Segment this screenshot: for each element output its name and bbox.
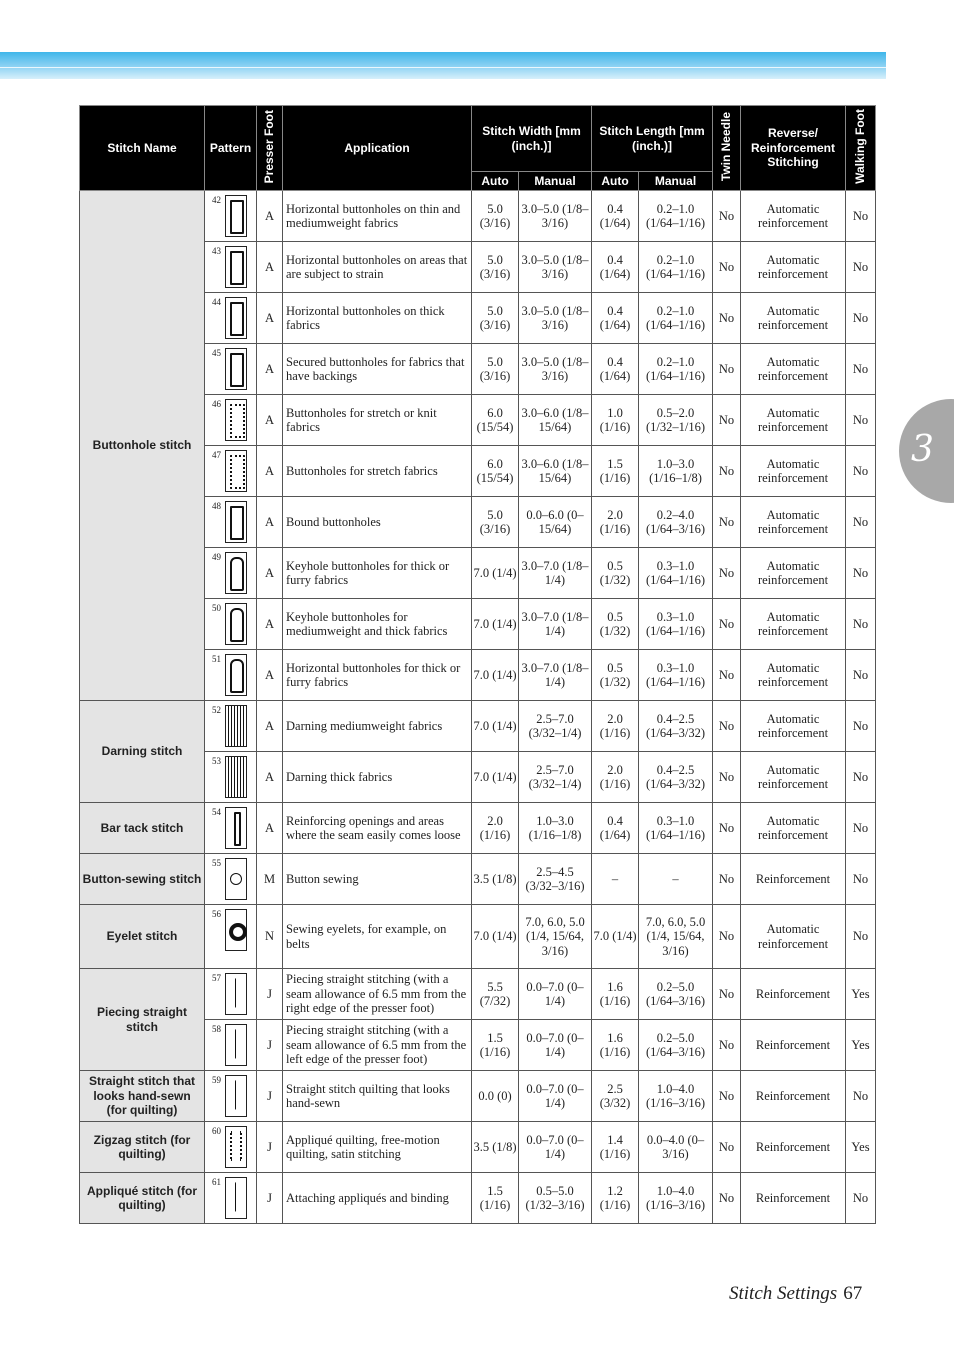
table-row [80, 1173, 876, 1224]
twin-needle-cell: No [713, 446, 741, 497]
stitch-name-cell: Button-sewing stitch [80, 854, 205, 905]
pattern-number: 44 [212, 297, 221, 307]
twin-needle-cell: No [713, 548, 741, 599]
length-auto-cell: 0.4 (1/64) [592, 293, 639, 344]
length-manual-cell: – [639, 854, 713, 905]
pattern-cell [205, 1071, 257, 1122]
length-manual-cell: 1.0–4.0 (1/16–3/16) [639, 1071, 713, 1122]
application-cell: Reinforcing openings and areas where the seam easily comes loose [283, 803, 472, 854]
width-manual-cell: 3.0–5.0 (1/8–3/16) [519, 344, 592, 395]
length-manual-cell: 0.2–1.0 (1/64–1/16) [639, 344, 713, 395]
application-cell: Piecing straight stitching (with a seam allowance of 6.5 mm from the right edge of the presser foot) [283, 969, 472, 1020]
width-auto-cell: 5.0 (3/16) [472, 293, 519, 344]
width-manual-cell: 3.0–5.0 (1/8–3/16) [519, 242, 592, 293]
length-auto-cell: 0.5 (1/32) [592, 650, 639, 701]
twin-needle-cell: No [713, 191, 741, 242]
presser-foot-cell: A [257, 395, 283, 446]
presser-foot-cell: J [257, 969, 283, 1020]
application-cell: Straight stitch quilting that looks hand-sewn [283, 1071, 472, 1122]
stitch-name-cell: Appliqué stitch (for quilting) [80, 1173, 205, 1224]
width-auto-cell: 7.0 (1/4) [472, 752, 519, 803]
length-manual-cell: 0.3–1.0 (1/64–1/16) [639, 803, 713, 854]
buttonhole-stitch-icon [225, 195, 247, 237]
length-auto-cell: 2.0 (1/16) [592, 497, 639, 548]
col-stitch-name: Stitch Name [80, 106, 205, 191]
reverse-cell: Reinforcement [741, 1071, 846, 1122]
application-cell: Horizontal buttonholes on areas that are subject to strain [283, 242, 472, 293]
line-stitch-icon [225, 1024, 247, 1066]
table-row [80, 803, 876, 854]
twin-needle-cell: No [713, 1020, 741, 1071]
length-manual-cell: 1.0–4.0 (1/16–3/16) [639, 1173, 713, 1224]
reverse-cell: Automatic reinforcement [741, 446, 846, 497]
length-manual-cell: 0.2–5.0 (1/64–3/16) [639, 969, 713, 1020]
application-cell: Buttonholes for stretch or knit fabrics [283, 395, 472, 446]
pattern-cell [205, 395, 257, 446]
col-twin-needle: Twin Needle [713, 106, 741, 191]
width-auto-cell: 1.5 (1/16) [472, 1020, 519, 1071]
reverse-cell: Automatic reinforcement [741, 293, 846, 344]
table-row [80, 701, 876, 752]
presser-foot-cell: A [257, 191, 283, 242]
walking-foot-cell: No [846, 191, 876, 242]
twin-needle-cell: No [713, 752, 741, 803]
length-manual-cell: 0.4–2.5 (1/64–3/32) [639, 701, 713, 752]
width-auto-cell: 5.5 (7/32) [472, 969, 519, 1020]
width-manual-cell: 2.5–7.0 (3/32–1/4) [519, 752, 592, 803]
presser-foot-cell: N [257, 905, 283, 969]
walking-foot-cell: No [846, 344, 876, 395]
walking-foot-cell: No [846, 650, 876, 701]
length-auto-cell: 1.6 (1/16) [592, 1020, 639, 1071]
pattern-number: 47 [212, 450, 221, 460]
application-cell: Sewing eyelets, for example, on belts [283, 905, 472, 969]
walking-foot-cell: No [846, 854, 876, 905]
pattern-cell [205, 446, 257, 497]
dense-stitch-icon [225, 399, 247, 441]
reverse-cell: Automatic reinforcement [741, 344, 846, 395]
col-stitch-length: Stitch Length [mm (inch.)] [592, 106, 713, 172]
width-auto-cell: 5.0 (3/16) [472, 497, 519, 548]
twin-needle-cell: No [713, 854, 741, 905]
pattern-cell [205, 293, 257, 344]
width-manual-cell: 3.0–5.0 (1/8–3/16) [519, 293, 592, 344]
length-auto-cell: 0.4 (1/64) [592, 242, 639, 293]
walking-foot-cell: No [846, 803, 876, 854]
stitch-name-cell: Zigzag stitch (for quilting) [80, 1122, 205, 1173]
application-cell: Darning thick fabrics [283, 752, 472, 803]
width-auto-cell: 3.5 (1/8) [472, 1122, 519, 1173]
pattern-number: 45 [212, 348, 221, 358]
presser-foot-cell: A [257, 497, 283, 548]
reverse-cell: Automatic reinforcement [741, 905, 846, 969]
application-cell: Darning mediumweight fabrics [283, 701, 472, 752]
length-auto-cell: 7.0 (1/4) [592, 905, 639, 969]
eye-stitch-icon [225, 909, 247, 951]
width-auto-cell: 3.5 (1/8) [472, 854, 519, 905]
pattern-number: 42 [212, 195, 221, 205]
presser-foot-cell: M [257, 854, 283, 905]
pattern-number: 55 [212, 858, 221, 868]
chapter-number: 3 [911, 429, 934, 470]
length-auto-cell: 1.4 (1/16) [592, 1122, 639, 1173]
bar-stitch-icon [225, 807, 247, 849]
table-body [80, 191, 876, 1224]
presser-foot-cell: A [257, 446, 283, 497]
zig-stitch-icon [225, 1126, 247, 1168]
buttonhole-stitch-icon [225, 501, 247, 543]
stitch-name-cell: Bar tack stitch [80, 803, 205, 854]
buttonhole-stitch-icon [225, 297, 247, 339]
table-row [80, 969, 876, 1020]
reverse-cell: Automatic reinforcement [741, 242, 846, 293]
width-manual-cell: 2.5–7.0 (3/32–1/4) [519, 701, 592, 752]
pattern-cell [205, 497, 257, 548]
width-manual-cell: 0.0–7.0 (0–1/4) [519, 1020, 592, 1071]
length-auto-cell: 0.4 (1/64) [592, 803, 639, 854]
length-manual-cell: 0.2–5.0 (1/64–3/16) [639, 1020, 713, 1071]
length-auto-cell: 1.2 (1/16) [592, 1173, 639, 1224]
width-auto-cell: 7.0 (1/4) [472, 548, 519, 599]
length-manual-cell: 0.5–2.0 (1/32–1/16) [639, 395, 713, 446]
width-auto-cell: 0.0 (0) [472, 1071, 519, 1122]
presser-foot-cell: A [257, 242, 283, 293]
presser-foot-cell: J [257, 1122, 283, 1173]
pattern-cell [205, 242, 257, 293]
walking-foot-cell: No [846, 752, 876, 803]
footer-section-title: Stitch Settings [729, 1283, 838, 1304]
application-cell: Appliqué quilting, free-motion quilting, satin stitching [283, 1122, 472, 1173]
length-auto-cell: 0.5 (1/32) [592, 599, 639, 650]
width-auto-cell: 5.0 (3/16) [472, 242, 519, 293]
application-cell: Secured buttonholes for fabrics that have backings [283, 344, 472, 395]
reverse-cell: Reinforcement [741, 1020, 846, 1071]
pattern-number: 57 [212, 973, 221, 983]
presser-foot-cell: A [257, 599, 283, 650]
reverse-cell: Automatic reinforcement [741, 752, 846, 803]
width-auto-cell: 7.0 (1/4) [472, 905, 519, 969]
twin-needle-cell: No [713, 701, 741, 752]
col-width-manual: Manual [519, 172, 592, 191]
darn-stitch-icon [225, 756, 247, 798]
key-stitch-icon [225, 603, 247, 645]
twin-needle-cell: No [713, 242, 741, 293]
application-cell: Bound buttonholes [283, 497, 472, 548]
width-auto-cell: 7.0 (1/4) [472, 599, 519, 650]
walking-foot-cell: No [846, 599, 876, 650]
walking-foot-cell: No [846, 497, 876, 548]
pattern-number: 50 [212, 603, 221, 613]
twin-needle-cell: No [713, 1173, 741, 1224]
width-auto-cell: 5.0 (3/16) [472, 191, 519, 242]
walking-foot-cell: No [846, 293, 876, 344]
key-stitch-icon [225, 552, 247, 594]
application-cell: Horizontal buttonholes on thin and mediumweight fabrics [283, 191, 472, 242]
pattern-cell [205, 803, 257, 854]
pattern-cell [205, 854, 257, 905]
walking-foot-cell: No [846, 242, 876, 293]
reverse-cell: Reinforcement [741, 969, 846, 1020]
reverse-cell: Reinforcement [741, 1173, 846, 1224]
col-application: Application [283, 106, 472, 191]
width-manual-cell: 3.0–5.0 (1/8–3/16) [519, 191, 592, 242]
page-number: 67 [843, 1283, 863, 1304]
dense-stitch-icon [225, 450, 247, 492]
line-stitch-icon [225, 973, 247, 1015]
width-auto-cell: 7.0 (1/4) [472, 650, 519, 701]
reverse-cell: Automatic reinforcement [741, 650, 846, 701]
application-cell: Keyhole buttonholes for mediumweight and thick fabrics [283, 599, 472, 650]
length-auto-cell: 2.5 (3/32) [592, 1071, 639, 1122]
length-manual-cell: 0.2–4.0 (1/64–3/16) [639, 497, 713, 548]
pattern-cell [205, 1122, 257, 1173]
buttonhole-stitch-icon [225, 246, 247, 288]
page-footer [729, 1283, 862, 1305]
width-manual-cell: 3.0–7.0 (1/8–1/4) [519, 650, 592, 701]
length-manual-cell: 0.4–2.5 (1/64–3/32) [639, 752, 713, 803]
reverse-cell: Reinforcement [741, 1122, 846, 1173]
stitch-name-cell: Straight stitch that looks hand-sewn (for quilting) [80, 1071, 205, 1122]
pattern-number: 43 [212, 246, 221, 256]
twin-needle-cell: No [713, 599, 741, 650]
pattern-cell [205, 650, 257, 701]
width-auto-cell: 1.5 (1/16) [472, 1173, 519, 1224]
reverse-cell: Automatic reinforcement [741, 803, 846, 854]
length-auto-cell: 1.6 (1/16) [592, 969, 639, 1020]
width-manual-cell: 2.5–4.5 (3/32–3/16) [519, 854, 592, 905]
length-manual-cell: 0.3–1.0 (1/64–1/16) [639, 599, 713, 650]
pattern-number: 58 [212, 1024, 221, 1034]
table-row [80, 191, 876, 242]
application-cell: Button sewing [283, 854, 472, 905]
reverse-cell: Automatic reinforcement [741, 701, 846, 752]
pattern-number: 53 [212, 756, 221, 766]
pattern-number: 56 [212, 909, 221, 919]
pattern-number: 54 [212, 807, 221, 817]
length-manual-cell: 0.0–4.0 (0–3/16) [639, 1122, 713, 1173]
length-auto-cell: – [592, 854, 639, 905]
presser-foot-cell: A [257, 803, 283, 854]
stitch-name-cell: Piecing straight stitch [80, 969, 205, 1071]
length-manual-cell: 0.2–1.0 (1/64–1/16) [639, 191, 713, 242]
pattern-cell [205, 905, 257, 969]
application-cell: Horizontal buttonholes for thick or furry fabrics [283, 650, 472, 701]
application-cell: Keyhole buttonholes for thick or furry fabrics [283, 548, 472, 599]
walking-foot-cell: No [846, 1071, 876, 1122]
pattern-number: 61 [212, 1177, 221, 1187]
walking-foot-cell: No [846, 701, 876, 752]
pattern-cell [205, 191, 257, 242]
twin-needle-cell: No [713, 650, 741, 701]
pattern-cell [205, 599, 257, 650]
presser-foot-cell: J [257, 1173, 283, 1224]
chapter-tab [899, 399, 954, 503]
length-auto-cell: 1.0 (1/16) [592, 395, 639, 446]
width-auto-cell: 7.0 (1/4) [472, 701, 519, 752]
length-manual-cell: 0.2–1.0 (1/64–1/16) [639, 293, 713, 344]
length-auto-cell: 0.5 (1/32) [592, 548, 639, 599]
width-manual-cell: 1.0–3.0 (1/16–1/8) [519, 803, 592, 854]
presser-foot-cell: A [257, 293, 283, 344]
col-reverse: Reverse/ Reinforcement Stitching [741, 106, 846, 191]
pattern-cell [205, 1020, 257, 1071]
col-length-manual: Manual [639, 172, 713, 191]
length-auto-cell: 2.0 (1/16) [592, 752, 639, 803]
col-presser-foot: Presser Foot [257, 106, 283, 191]
width-manual-cell: 3.0–6.0 (1/8–15/64) [519, 446, 592, 497]
width-auto-cell: 6.0 (15/54) [472, 446, 519, 497]
presser-foot-cell: A [257, 548, 283, 599]
header-color-bar [0, 52, 886, 79]
presser-foot-cell: J [257, 1020, 283, 1071]
col-walking-foot: Walking Foot [846, 106, 876, 191]
twin-needle-cell: No [713, 497, 741, 548]
walking-foot-cell: No [846, 548, 876, 599]
walking-foot-cell: No [846, 446, 876, 497]
length-manual-cell: 0.2–1.0 (1/64–1/16) [639, 242, 713, 293]
width-auto-cell: 2.0 (1/16) [472, 803, 519, 854]
pattern-number: 60 [212, 1126, 221, 1136]
reverse-cell: Automatic reinforcement [741, 548, 846, 599]
twin-needle-cell: No [713, 395, 741, 446]
reverse-cell: Automatic reinforcement [741, 191, 846, 242]
application-cell: Buttonholes for stretch fabrics [283, 446, 472, 497]
width-manual-cell: 0.0–6.0 (0–15/64) [519, 497, 592, 548]
table-row [80, 854, 876, 905]
width-manual-cell: 3.0–6.0 (1/8–15/64) [519, 395, 592, 446]
col-width-auto: Auto [472, 172, 519, 191]
presser-foot-cell: A [257, 701, 283, 752]
key-stitch-icon [225, 654, 247, 696]
twin-needle-cell: No [713, 344, 741, 395]
col-length-auto: Auto [592, 172, 639, 191]
stitch-name-cell: Eyelet stitch [80, 905, 205, 969]
pattern-number: 48 [212, 501, 221, 511]
twin-needle-cell: No [713, 969, 741, 1020]
application-cell: Horizontal buttonholes on thick fabrics [283, 293, 472, 344]
reverse-cell: Automatic reinforcement [741, 497, 846, 548]
pattern-number: 46 [212, 399, 221, 409]
application-cell: Attaching appliqués and binding [283, 1173, 472, 1224]
length-manual-cell: 0.3–1.0 (1/64–1/16) [639, 650, 713, 701]
col-pattern: Pattern [205, 106, 257, 191]
reverse-cell: Automatic reinforcement [741, 395, 846, 446]
presser-foot-cell: A [257, 344, 283, 395]
pattern-cell [205, 752, 257, 803]
table-row [80, 1122, 876, 1173]
width-auto-cell: 5.0 (3/16) [472, 344, 519, 395]
width-manual-cell: 3.0–7.0 (1/8–1/4) [519, 599, 592, 650]
buttonhole-stitch-icon [225, 348, 247, 390]
table-row [80, 1071, 876, 1122]
walking-foot-cell: Yes [846, 1122, 876, 1173]
pattern-cell [205, 548, 257, 599]
twin-needle-cell: No [713, 293, 741, 344]
walking-foot-cell: Yes [846, 1020, 876, 1071]
btn-stitch-icon [225, 858, 247, 900]
pattern-cell [205, 344, 257, 395]
table-row [80, 905, 876, 969]
length-manual-cell: 1.0–3.0 (1/16–1/8) [639, 446, 713, 497]
presser-foot-cell: A [257, 650, 283, 701]
width-manual-cell: 7.0, 6.0, 5.0 (1/4, 15/64, 3/16) [519, 905, 592, 969]
width-auto-cell: 6.0 (15/54) [472, 395, 519, 446]
length-manual-cell: 0.3–1.0 (1/64–1/16) [639, 548, 713, 599]
darn-stitch-icon [225, 705, 247, 747]
twin-needle-cell: No [713, 803, 741, 854]
twin-needle-cell: No [713, 1071, 741, 1122]
walking-foot-cell: Yes [846, 969, 876, 1020]
reverse-cell: Reinforcement [741, 854, 846, 905]
presser-foot-cell: A [257, 752, 283, 803]
pattern-number: 52 [212, 705, 221, 715]
width-manual-cell: 0.5–5.0 (1/32–3/16) [519, 1173, 592, 1224]
stitch-name-cell: Buttonhole stitch [80, 191, 205, 701]
stitch-name-cell: Darning stitch [80, 701, 205, 803]
pattern-cell [205, 1173, 257, 1224]
application-cell: Piecing straight stitching (with a seam allowance of 6.5 mm from the left edge of the presser foot) [283, 1020, 472, 1071]
stitch-settings-table [79, 105, 876, 1224]
col-stitch-width: Stitch Width [mm (inch.)] [472, 106, 592, 172]
reverse-cell: Automatic reinforcement [741, 599, 846, 650]
pattern-number: 59 [212, 1075, 221, 1085]
pattern-cell [205, 969, 257, 1020]
length-manual-cell: 7.0, 6.0, 5.0 (1/4, 15/64, 3/16) [639, 905, 713, 969]
line-stitch-icon [225, 1177, 247, 1219]
length-auto-cell: 0.4 (1/64) [592, 344, 639, 395]
width-manual-cell: 0.0–7.0 (0–1/4) [519, 1122, 592, 1173]
pattern-number: 51 [212, 654, 221, 664]
length-auto-cell: 2.0 (1/16) [592, 701, 639, 752]
twin-needle-cell: No [713, 1122, 741, 1173]
twin-needle-cell: No [713, 905, 741, 969]
length-auto-cell: 0.4 (1/64) [592, 191, 639, 242]
line-stitch-icon [225, 1075, 247, 1117]
pattern-number: 49 [212, 552, 221, 562]
width-manual-cell: 0.0–7.0 (0–1/4) [519, 1071, 592, 1122]
walking-foot-cell: No [846, 395, 876, 446]
walking-foot-cell: No [846, 905, 876, 969]
presser-foot-cell: J [257, 1071, 283, 1122]
width-manual-cell: 3.0–7.0 (1/8–1/4) [519, 548, 592, 599]
pattern-cell [205, 701, 257, 752]
width-manual-cell: 0.0–7.0 (0–1/4) [519, 969, 592, 1020]
length-auto-cell: 1.5 (1/16) [592, 446, 639, 497]
walking-foot-cell: No [846, 1173, 876, 1224]
